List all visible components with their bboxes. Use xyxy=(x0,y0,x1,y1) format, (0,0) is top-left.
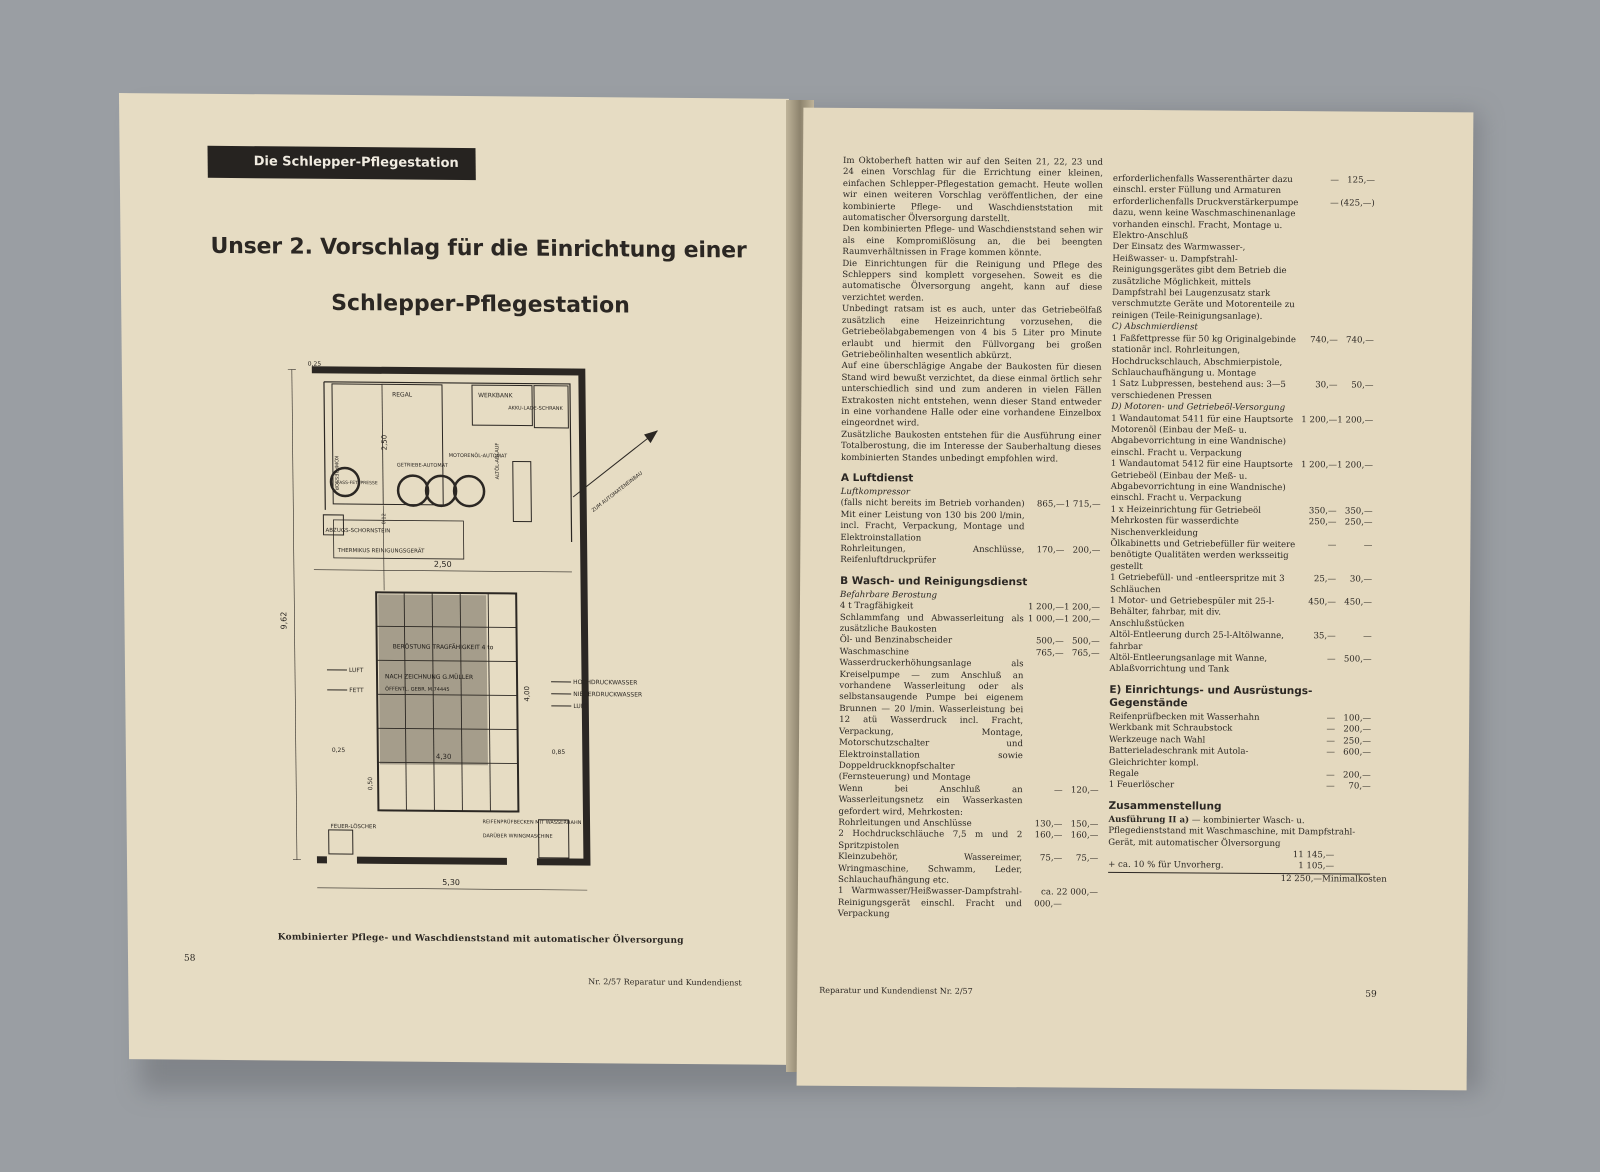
right-page xyxy=(797,108,1474,1091)
cost-row: Ölkabinetts und Getriebefüller für weitere benötigte Qualitäten werden werksseitig gestellt — — xyxy=(1110,538,1373,572)
intro-p5: Auf eine überschlägige Angabe der Baukosten für diesen Stand wird bewußt verzichtet, da diese einmal örtlich sehr unterschiedlich sind und zum anderen in vielen Fällen Extrakosten nicht entstehen, wenn dieser Stand entweder in eine vorhandene Halle oder eine vorhandene Einzelbox eingeordnet wird. xyxy=(841,361,1102,429)
cost-row: erforderlichenfalls Druckverstärkerpumpe dazu, wenn keine Waschmaschinenanlage vorhanden einschl. Fracht, Montage u. Elektro-Anschluß — (425,—) xyxy=(1112,196,1375,242)
cost-row: Schlammfang und Abwasserleitung als zusätzliche Baukosten 1 000,— 1 200,— xyxy=(839,612,1100,635)
section-a-sub: Luftkompressor xyxy=(840,486,910,498)
intro-p3: Die Einrichtungen für die Reinigung und Pflege des Schleppers sind komplett vorgesehen. Soweit es die automatische Ölversorgung angeht, kann auf diese verzichtet werden. xyxy=(842,258,1103,304)
label-reifen: REIFENPRÜFBECKEN MIT WASSERHAHN xyxy=(482,819,582,827)
dim-bay: 4,30 xyxy=(435,752,452,761)
cost-row: Werkbank mit Schraubstock — 200,— xyxy=(1109,723,1372,735)
left-page xyxy=(119,93,799,1065)
label-hochdruck: HOCHDRUCKWASSER xyxy=(573,679,638,687)
cost-row: Öl- und Benzinabscheider 500,— 500,— xyxy=(839,635,1100,648)
cost-row: Regale — 200,— xyxy=(1108,768,1371,781)
floor-plan xyxy=(272,359,698,923)
dim-side-left: 0,25 xyxy=(331,746,346,755)
dim-mid-vertical: 2,50 xyxy=(380,434,389,451)
cost-row: 1 Motor- und Getriebespüler mit 25-l-Behälter, fahrbar, mit div. Anschlußstücken 450,— 450,— xyxy=(1109,595,1373,630)
footer-left: Nr. 2/57 Reparatur und Kundendienst xyxy=(588,977,742,988)
section-banner: Die Schlepper-Pflegestation xyxy=(208,146,476,180)
intro-p6: Zusätzliche Baukosten entstehen für die Ausführung einer Totalberostung, die im Interesse der Sauberhaltung dieses kombinierten Standes unbedingt empfohlen wird. xyxy=(840,429,1102,465)
cost-row: 1 Getriebefüll- und -entleerspritze mit 3 Schläuchen 25,— 30,— xyxy=(1110,573,1373,595)
summary-sub: Ausführung II a) xyxy=(1108,814,1190,826)
label-luft-right: LUFT xyxy=(573,703,588,711)
section-c-title: C) Abschmierdienst xyxy=(1111,322,1198,333)
intro-p1: Im Oktoberheft hatten wir auf den Seiten 21, 22, 23 und 24 einen Vorschlag für die Errichtung einer kleinen, einfachen Schlepper-Pflegestation gemacht. Heute wollen wir einen weiteren Vorschlag veröffentlichen, der eine kombinierte Pflege- und Waschdienststation mit automatischer Ölversorgung darstellt. xyxy=(842,155,1104,225)
section-d-title: D) Motoren- und Getriebeöl-Versorgung xyxy=(1111,401,1286,414)
right-column-2 xyxy=(1108,173,1387,886)
cost-row: Batterieladeschrank mit Autola-Gleichrichter kompl. — 600,— xyxy=(1108,745,1371,768)
cost-row: 1 x Heizeinrichtung für Getriebeöl 350,— 350,— xyxy=(1110,504,1373,517)
label-fass: FASS-FETTPRESSE xyxy=(336,480,378,487)
label-motorenoel: MOTORENÖL-AUTOMAT xyxy=(448,452,508,460)
label-akku: AKKU-LADE-SCHRANK xyxy=(508,405,563,412)
section-b-title: B Wasch- und Reinigungsdienst xyxy=(840,574,1028,589)
dim-side-right: 0,85 xyxy=(551,748,566,756)
dim-width-inner: 2,50 xyxy=(433,559,452,569)
cost-row: Rohrleitungen, Anschlüsse, Reifenluftdruckprüfer 170,— 200,— xyxy=(840,543,1101,567)
cost-row: Kleinzubehör, Wassereimer, Wringmaschine, Schwamm, Leder, Schlauchaufhängung etc. 75,— 75,— xyxy=(837,852,1099,886)
cost-row: Altöl-Entleerung durch 25-l-Altölwanne, fahrbar 35,— — xyxy=(1109,630,1372,652)
label-getriebe: GETRIEBE-AUTOMAT xyxy=(396,462,448,469)
label-arrow: ZUM AUTOMATENEINBAU xyxy=(590,470,644,514)
dim-bay-height: 4,00 xyxy=(523,685,532,702)
intro-p4: Unbedingt ratsam ist es auch, unter das Getriebeölfaß zusätzlich eine Heizeinrichtung vorzusehen, die Getriebeölabgabemengen von 4 bis 5 Liter pro Minute erlaubt und hiermit den Füllvorgang bei großen Getriebeölinhalten wesentlich abkürzt. xyxy=(841,304,1103,362)
cost-row: 1 Faßfettpresse für 50 kg Originalgebinde stationär incl. Rohrleitungen, Hochdruckschlauch, Abschmierpistole, Schlauchaufhängung u. Montage 740,— 740,— xyxy=(1111,333,1374,379)
page-number-left: 58 xyxy=(183,953,196,964)
summary-desc: — kombinierter Wasch- u. Pflegedienststand mit Waschmaschine, mit Dampfstrahl-Gerät, mit automatischer Ölversorgung xyxy=(1108,815,1356,849)
cost-row: Rohrleitungen und Anschlüsse 130,— 150,— xyxy=(838,817,1099,830)
label-thermo: THERMIKUS REINIGUNGSGERÄT xyxy=(337,547,425,555)
cost-row: Der Einsatz des Warmwasser-, Heißwasser- u. Dampfstrahl-Reinigungsgerätes gibt dem Betrieb die zusätzliche Möglichkeit, mittels Dampfstrahl bei Laugenzusatz stark verschmutzte Geräte und Motorenteile zu reinigen (Teile-Reinigungsanlage). xyxy=(1111,242,1295,322)
dim-012: 0,12 xyxy=(381,513,388,525)
cost-row: erforderlichenfalls Wasserenthärter dazu einschl. erster Füllung und Armaturen — 125,— xyxy=(1112,173,1375,197)
label-abzug: ABZUGS-SCHORNSTEIN xyxy=(325,527,391,535)
cost-row: Mehrkosten für wasserdichte Nischenverkleidung 250,— 250,— xyxy=(1110,516,1373,539)
label-zeichnung: NACH ZEICHNUNG G.MÜLLER xyxy=(384,673,474,682)
cost-row: 1 Satz Lubpressen, bestehend aus: 3—5 verschiedenen Pressen 30,— 50,— xyxy=(1111,379,1374,402)
label-kompressor: KOMPRESSOR xyxy=(332,455,340,491)
label-werkbank: WERKBANK xyxy=(478,392,513,400)
cost-row: Altöl-Entleerungsanlage mit Wanne, Ablaßvorrichtung und Tank — 500,— xyxy=(1109,652,1372,676)
section-a-title: A Luftdienst xyxy=(840,471,914,485)
label-berostung: BERÖSTUNG TRAGFÄHIGKEIT 4 to xyxy=(392,643,494,652)
label-regal: REGAL xyxy=(392,391,413,399)
cost-row: 2 Hochdruckschläuche 7,5 m und 2 Spritzpistolen 160,— 160,— xyxy=(838,829,1099,852)
cost-row: 4 t Tragfähigkeit 1 200,— 1 200,— xyxy=(839,601,1100,613)
figure-caption: Kombinierter Pflege- und Waschdienststand mit automatischer Ölversorgung xyxy=(277,932,684,946)
summary-text xyxy=(1108,815,1370,851)
footer-right: Reparatur und Kundendienst Nr. 2/57 xyxy=(819,985,973,996)
summary-row: + ca. 10 % für Unvorherg. 1 105,— xyxy=(1108,860,1335,872)
dim-height: 9,62 xyxy=(279,611,289,630)
cost-row: Reifenprüfbecken mit Wasserhahn — 100,— xyxy=(1109,711,1372,724)
label-niederdruck: NIEDERDRUCKWASSER xyxy=(573,691,643,699)
summary-title: Zusammenstellung xyxy=(1108,799,1222,813)
label-altoel: ALTÖL-ABLAUF xyxy=(494,442,501,480)
page-title-line1: Unser 2. Vorschlag für die Einrichtung einer xyxy=(210,233,747,264)
cost-row: 1 Wandautomat 5411 für eine Hauptsorte Motorenöl (Einbau der Meß- u. Abgabevorrichtung in eine Wandnische) einschl. Fracht u. Verpackung 1 200,— 1 200,— xyxy=(1110,413,1374,459)
dim-top: 0,25 xyxy=(307,360,322,368)
intro-p2: Den kombinierten Pflege- und Waschdienststand sehen wir als eine Kompromißlösung an, die bei beengten Raumverhältnissen in Frage kommen könnte. xyxy=(842,224,1103,259)
dim-low: 0,50 xyxy=(367,776,375,791)
dim-bottom: 5,30 xyxy=(442,877,461,888)
cost-row: 1 Warmwasser/Heißwasser-Dampfstrahl-Reinigungsgerät einschl. Fracht und Verpackung ca. 2 000,— 2 000,— xyxy=(837,886,1098,920)
cost-row: Werkzeuge nach Wahl — 250,— xyxy=(1108,734,1372,747)
page-number-right: 59 xyxy=(1365,989,1377,1000)
cost-row: 1 Wandautomat 5412 für eine Hauptsorte Getriebeöl (Einbau der Meß- u. Abgabevorrichtung in eine Wandnische) einschl. Fracht u. Verpackung 1 200,— 1 200,— xyxy=(1110,458,1373,505)
cost-row: 1 Feuerlöscher — 70,— xyxy=(1108,780,1371,792)
label-fett-left: FETT xyxy=(349,687,364,695)
cost-row: Waschmaschine Wasserdruckerhöhungsanlage als Kreiselpumpe — zum Anschluß an vorhandene Wasserleitung oder als selbstansaugende Pumpe bei eigenem Brunnen — 20 l/min. Wasserleistung bei 12 atü Wasserdruck incl. Fracht, Verpackung, Montage, Motorschutzschalter und Elektroinstallation sowie Doppeldruckknopfschalter (Fernsteuerung) und Montage 765,— 765,— xyxy=(838,646,1100,784)
section-e-title: E) Einrichtungs- und Ausrüstungs-Gegenstände xyxy=(1109,683,1313,710)
summary-total-row: 12 250,— Minimalkosten xyxy=(1108,872,1370,886)
label-wring: DARÜBER WRINGMASCHINE xyxy=(482,833,553,840)
section-b-sub: Befahrbare Berostung xyxy=(839,589,938,601)
page-title-line2: Schlepper-Pflegestation xyxy=(331,290,630,319)
label-luft-left: LUFT xyxy=(348,667,364,675)
label-feuer: FEUER-LÖSCHER xyxy=(330,823,377,831)
summary-row: 11 145,— xyxy=(1292,850,1335,861)
cost-row: (falls nicht bereits im Betrieb vorhanden) Mit einer Leistung von 130 bis 200 l/min, incl. Fracht, Verpackung, Montage und Elektroinstallation 865,— 1 715,— xyxy=(840,498,1101,544)
cost-row: Wenn bei Anschluß an Wasserleitungsnetz ein Wasserkasten gefordert wird, Mehrkosten: — 120,— xyxy=(838,783,1099,818)
label-oeffnung: ÖFFENTL. GEBR. M.74445 xyxy=(385,686,450,693)
right-column-1 xyxy=(838,156,1103,922)
